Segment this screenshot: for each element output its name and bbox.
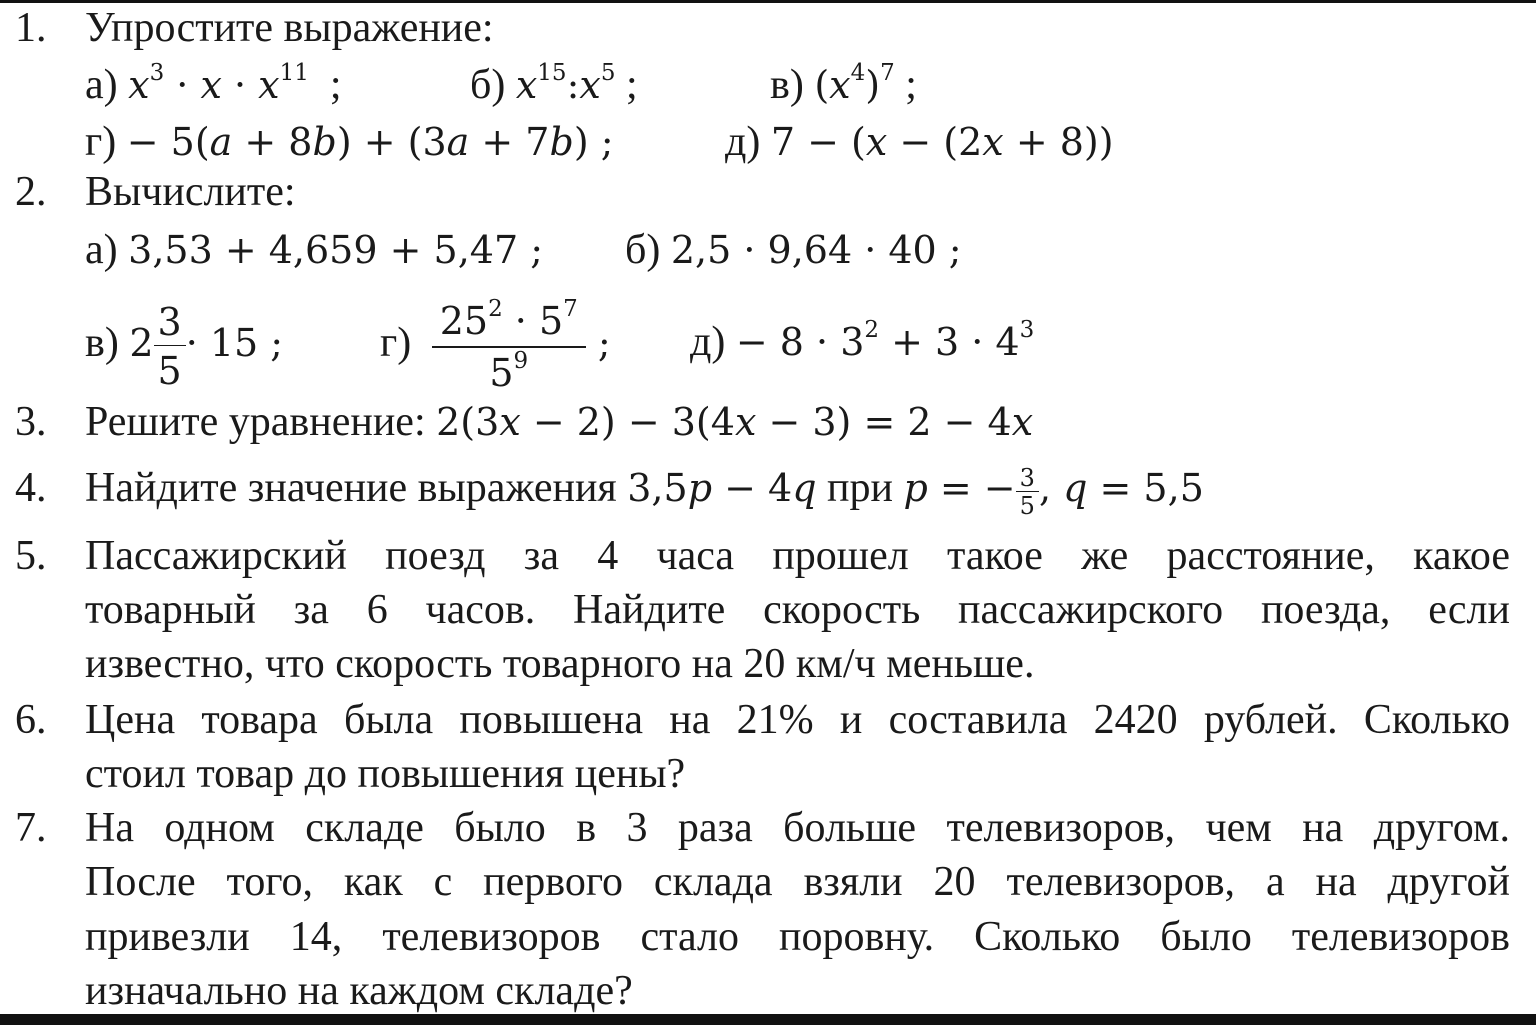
bottom-border: [0, 1014, 1536, 1025]
problem-6-line: стоил товар до повышения цены?: [85, 751, 686, 797]
problem-2-number: 2.: [15, 169, 47, 215]
problem-2a: а) 3,53 + 4,659 + 5,47 ;: [85, 227, 544, 273]
problem-6-number: 6.: [15, 697, 47, 743]
problem-1e: д) 7 − (x − (2x + 8)): [725, 119, 1114, 165]
problem-7-line: привезли 14, телевизоров стало поровну. Сколько было телевизоров: [85, 914, 1510, 960]
problem-7-line: изначально на каждом складе?: [85, 968, 633, 1014]
problem-1a: а) $x^3 \cdot x \cdot x^{11}$ ;: [85, 60, 342, 108]
fraction: $\frac{3}{5}$: [1016, 466, 1039, 518]
problem-7-number: 7.: [15, 805, 47, 851]
problem-4-number: 4.: [15, 465, 47, 511]
problem-1d: г) − 5(a + 8b) + (3a + 7b) ;: [85, 119, 614, 165]
problem-1b: б) $x^{15}:x^5$ ;: [470, 60, 638, 108]
problem-4: Найдите значение выражения 3,5p − 4q при p = − $\frac{3}{5}$ , q = 5,5: [85, 463, 1204, 520]
problem-3: Решите уравнение: 2(3x − 2) − 3(4x − 3) = 2 − 4x: [85, 399, 1034, 445]
problem-5-line: товарный за 6 часов. Найдите скорость пассажирского поезда, если: [85, 587, 1510, 633]
problem-3-number: 3.: [15, 399, 47, 445]
problem-5-number: 5.: [15, 533, 47, 579]
problem-2d: г) $\frac{25^2 \cdot 5^7}{5^9}$ ;: [380, 295, 611, 395]
problem-1-title: Упростите выражение:: [85, 5, 494, 51]
problem-2b: б) 2,5 · 9,64 · 40 ;: [625, 227, 962, 273]
fraction: $\frac{3}{5}$: [154, 303, 186, 390]
label: а): [85, 62, 118, 108]
problem-2-title: Вычислите:: [85, 169, 296, 215]
fraction: $\frac{25^2 \cdot 5^7}{5^9}$: [432, 302, 586, 392]
problem-2c: в) 2 $\frac{3}{5}$ · 15 ;: [85, 300, 284, 393]
problem-7-line: На одном складе было в 3 раза больше телевизоров, чем на другом.: [85, 805, 1510, 851]
problem-1c: в) $(x^4)^7$ ;: [770, 60, 917, 108]
problem-1-number: 1.: [15, 5, 47, 51]
problem-7-line: После того, как с первого склада взяли 20 телевизоров, а на другой: [85, 859, 1510, 905]
problem-6-line: Цена товара была повышена на 21% и составила 2420 рублей. Сколько: [85, 697, 1510, 743]
problem-5-line: известно, что скорость товарного на 20 км/ч меньше.: [85, 641, 1035, 687]
problem-5-line: Пассажирский поезд за 4 часа прошел такое же расстояние, какое: [85, 533, 1510, 579]
problem-2e: $д) - 8 \cdot 3^2 + 3 \cdot 4^3$: [690, 317, 1035, 365]
